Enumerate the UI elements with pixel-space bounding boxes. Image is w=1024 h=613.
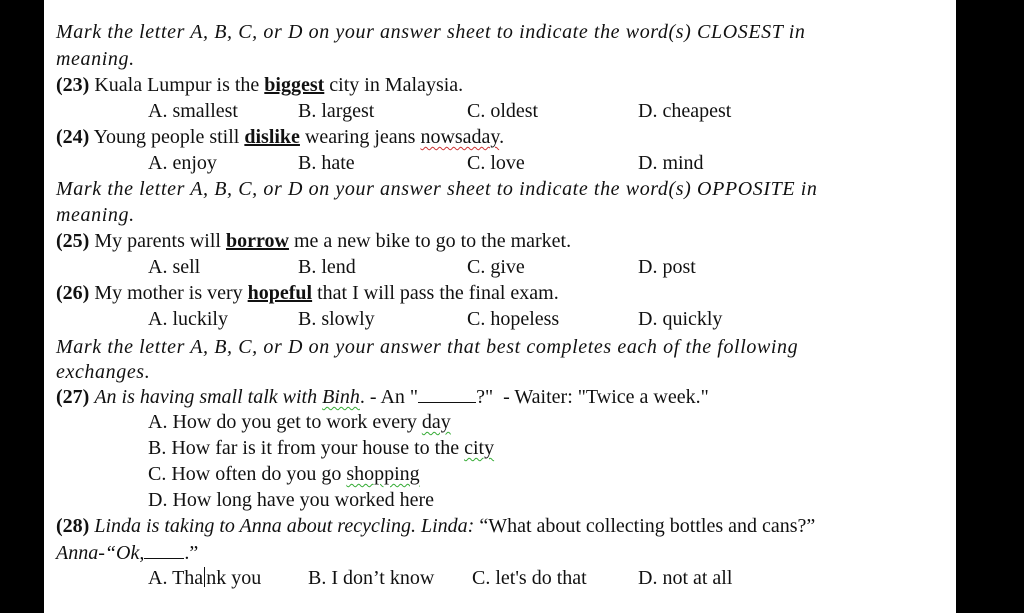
question-24 [56, 125, 504, 149]
q27-option-b: B. How far is it from your house to the city [148, 437, 495, 459]
question-lead: Linda is taking to Anna about recycling. Linda: [94, 515, 475, 537]
key-word: hopeful [247, 282, 313, 304]
section-closest-instruction-cont: meaning. [56, 48, 135, 70]
dialogue-open: . - An " [359, 386, 419, 408]
question-number: (27) [56, 386, 90, 408]
question-28 [56, 514, 815, 538]
q24-option-a: A. enjoy [148, 152, 217, 174]
q23-option-a: A. smallest [148, 100, 238, 122]
q26-option-a: A. luckily [148, 308, 228, 330]
q25-option-d: D. post [638, 256, 696, 278]
section-closest-instruction: Mark the letter A, B, C, or D on your answer sheet to indicate the word(s) CLOSEST in [56, 21, 806, 43]
question-text-end: me a new bike to go to the market. [293, 230, 572, 252]
q28-option-d: D. not at all [638, 567, 733, 589]
q28-option-b: B. I don’t know [308, 567, 435, 589]
question-number: (24) [56, 126, 90, 148]
question-23 [56, 73, 463, 97]
section-exchanges-instruction: Mark the letter A, B, C, or D on your answer that best completes each of the following [56, 336, 799, 358]
q26-option-d: D. quickly [638, 308, 723, 330]
q23-option-d: D. cheapest [638, 100, 732, 122]
question-text-end: city in Malaysia. [329, 74, 464, 96]
question-number: (28) [56, 515, 90, 537]
q28-option-c: C. let's do that [472, 567, 587, 589]
q24-option-d: D. mind [638, 152, 704, 174]
question-25 [56, 229, 571, 253]
q26-option-c: C. hopeless [467, 308, 560, 330]
key-word: dislike [244, 126, 300, 148]
question-text-mid: wearing jeans [304, 126, 416, 148]
section-opposite-instruction: Mark the letter A, B, C, or D on your answer sheet to indicate the word(s) OPPOSITE in [56, 178, 818, 200]
question-text: My parents will [94, 230, 221, 252]
section-opposite-instruction-cont: meaning. [56, 204, 135, 226]
q23-option-c: C. oldest [467, 100, 539, 122]
linda-quote: “What about collecting bottles and cans?” [479, 515, 816, 537]
question-number: (26) [56, 282, 90, 304]
q25-option-b: B. lend [298, 256, 356, 278]
key-word: borrow [225, 230, 289, 252]
question-text: Young people still [93, 126, 240, 148]
anna-reply-start: Anna-“Ok, [56, 542, 145, 564]
period: . [499, 126, 505, 148]
q24-option-b: B. hate [298, 152, 355, 174]
anna-reply-end: .” [184, 542, 199, 564]
q26-option-b: B. slowly [298, 308, 375, 330]
waiter-reply: - Waiter: "Twice a week." [503, 386, 709, 408]
answer-blank [144, 540, 184, 559]
dialogue-close: ?" [476, 386, 494, 408]
answer-blank [418, 384, 476, 403]
question-text: Kuala Lumpur is the [94, 74, 260, 96]
q27-option-d: D. How long have you worked here [148, 489, 435, 511]
question-number: (23) [56, 74, 90, 96]
question-text-end: that I will pass the final exam. [317, 282, 559, 304]
question-27 [56, 384, 709, 409]
q25-option-c: C. give [467, 256, 525, 278]
q24-option-c: C. love [467, 152, 525, 174]
question-number: (25) [56, 230, 90, 252]
key-word: biggest [264, 74, 325, 96]
q27-option-a: A. How do you get to work every day [148, 411, 451, 433]
q27-option-c: C. How often do you go shopping [148, 463, 420, 485]
question-text: My mother is very [94, 282, 243, 304]
speaker-name: Binh [322, 386, 360, 408]
section-exchanges-instruction-cont: exchanges. [56, 361, 151, 383]
q25-option-a: A. sell [148, 256, 201, 278]
worksheet-page [44, 0, 956, 613]
q28-option-a: A. Tha nk you [148, 567, 262, 589]
question-28-reply [56, 540, 198, 565]
q23-option-b: B. largest [298, 100, 375, 122]
question-lead: An is having small talk with [94, 386, 318, 408]
question-26 [56, 281, 559, 305]
misspelled-word: nowsaday [420, 126, 500, 148]
